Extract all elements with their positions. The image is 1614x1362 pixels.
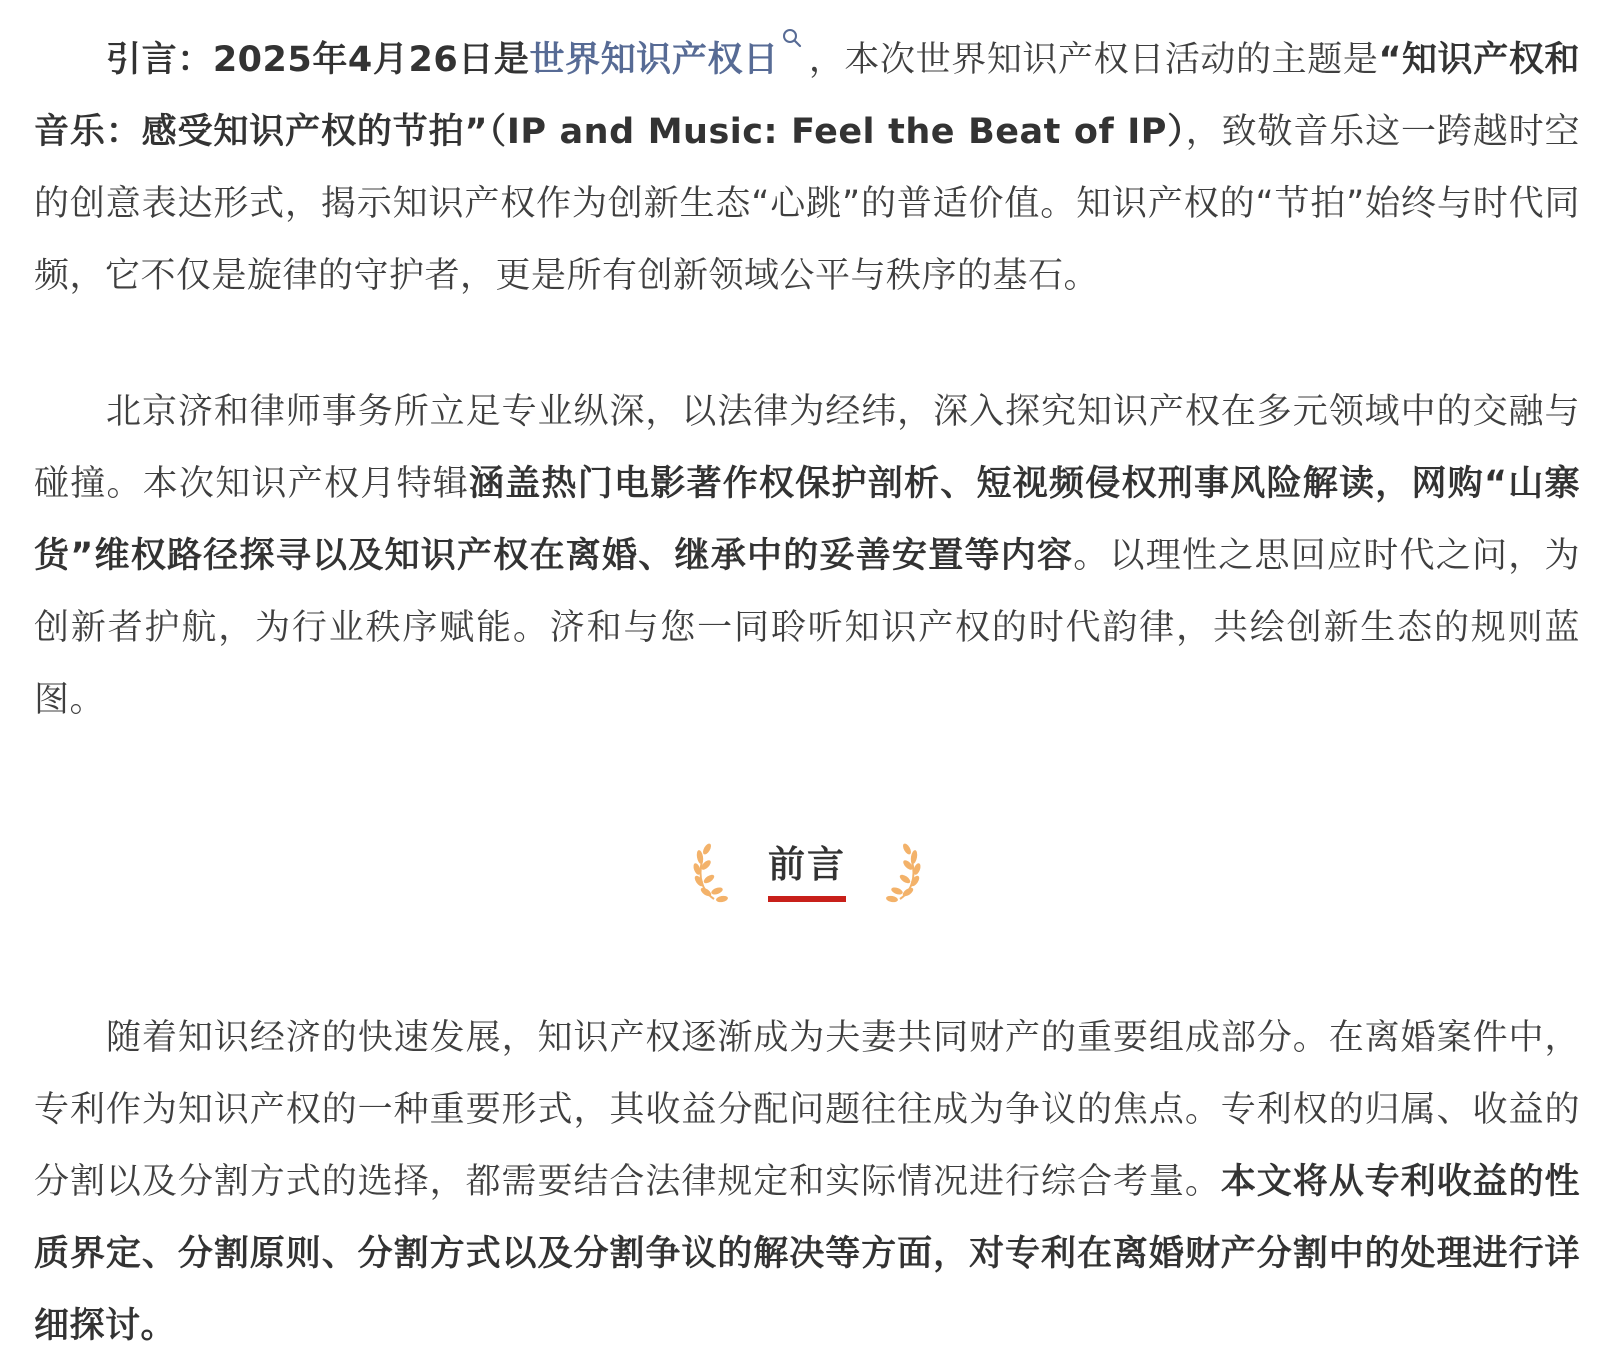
preface-text: 随着知识经济的快速发展，知识产权逐渐成为夫妻共同财产的重要组成部分。在离婚案件中，专利作为知识产权的一种重要形式，其收益分配问题往往成为争议的焦点。专利权的归属、收益的分割以及分割方式的选择，都需要结合法律规定和实际情况进行综合考量。	[34, 1018, 1580, 1202]
preface-paragraph	[34, 1002, 1580, 1362]
section-title-underline	[768, 896, 846, 902]
section-heading	[34, 826, 1580, 916]
intro-rest: ，致敬音乐这一跨越时空的创意表达形式，揭示知识产权作为创新生态“心跳”的普适价值。知识产权的“节拍”始终与时代同频，它不仅是旋律的守护者，更是所有创新领域公平与秩序的基石。	[34, 112, 1580, 296]
intro-date: 2025年4月26日是	[212, 40, 530, 80]
firm-text-1: 北京济和律师事务所立足专业纵深，以法律为经纬，深入探究知识产权在多元领域中的交融与碰撞。本次知识产权月特辑	[34, 392, 1580, 504]
intro-theme-english: （IP and Music: Feel the Beat of IP）	[488, 112, 1186, 152]
intro-paragraph	[34, 24, 1580, 312]
intro-after-link: ，本次世界知识产权日活动的主题是	[808, 40, 1379, 80]
intro-theme: “知识产权和音乐：感受知识产权的节拍”	[34, 40, 1580, 152]
world-ip-day-link[interactable]: 世界知识产权日	[529, 40, 779, 80]
spacer	[34, 312, 1580, 376]
laurel-left-icon	[692, 839, 732, 903]
intro-label: 引言：	[106, 40, 213, 80]
spacer	[34, 916, 1580, 1002]
search-icon[interactable]	[781, 27, 803, 49]
firm-text-bold: 涵盖热门电影著作权保护剖析、短视频侵权刑事风险解读，网购“山寨货”维权路径探寻以及知识产权在离婚、继承中的妥善安置等内容	[34, 464, 1580, 576]
section-title: 前言	[768, 843, 846, 886]
laurel-right-icon	[882, 839, 922, 903]
firm-text-2: 。以理性之思回应时代之问，为创新者护航，为行业秩序赋能。济和与您一同聆听知识产权的时代韵律，共绘创新生态的规则蓝图。	[34, 536, 1580, 720]
section-title-box	[768, 840, 846, 902]
spacer	[34, 736, 1580, 826]
firm-paragraph	[34, 376, 1580, 736]
article-body	[34, 24, 1580, 1362]
preface-text-bold: 本文将从专利收益的性质界定、分割原则、分割方式以及分割争议的解决等方面，对专利在离婚财产分割中的处理进行详细探讨。	[34, 1162, 1580, 1346]
